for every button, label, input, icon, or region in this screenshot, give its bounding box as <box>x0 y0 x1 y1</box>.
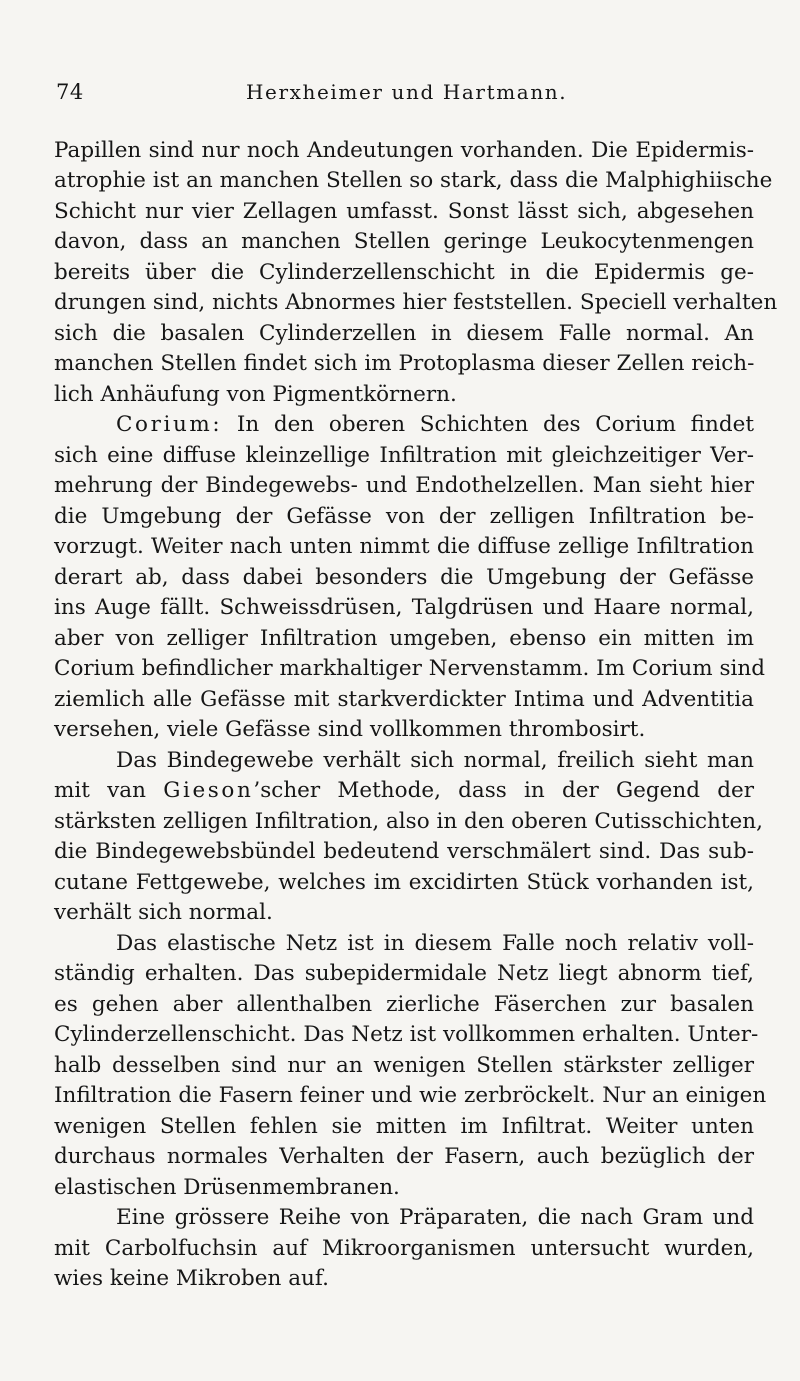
gieson-suffix: ’scher <box>253 778 321 803</box>
text-line: die Umgebung der Gefässe von der zelligen Infiltration be- <box>54 504 754 529</box>
text-line: cutane Fettgewebe, welches im excidirten Stück vorhanden ist, <box>54 870 754 895</box>
text-line: Das elastische Netz ist in diesem Falle noch relativ voll- <box>116 931 754 956</box>
text-line: Schicht nur vier Zellagen umfasst. Sonst lässt sich, abgesehen <box>54 199 754 224</box>
text-line-corium <box>54 410 754 440</box>
text-line: manchen Stellen findet sich im Protoplasma dieser Zellen reich- <box>54 351 755 376</box>
text-line: drungen sind, nichts Abnormes hier feststellen. Speciell verhalten <box>54 290 778 315</box>
text-line: davon, dass an manchen Stellen geringe Leukocytenmengen <box>54 229 754 254</box>
text-line: es gehen aber allenthalben zierliche Fäserchen zur basalen <box>54 992 754 1017</box>
text-line: die Bindegewebsbündel bedeutend verschmälert sind. Das sub- <box>54 839 754 864</box>
gieson-name: Gieson <box>163 778 254 803</box>
text-line: Cylinderzellenschicht. Das Netz ist vollkommen erhalten. Unter- <box>54 1022 759 1047</box>
page-header <box>56 80 756 112</box>
text-line: atrophie ist an manchen Stellen so stark, dass die Malphighiische <box>54 168 773 193</box>
text-line: durchaus normales Verhalten der Fasern, auch bezüglich der <box>54 1144 754 1169</box>
text-line: elastischen Drüsenmembranen. <box>54 1175 400 1200</box>
text-line: mit Carbolfuchsin auf Mikroorganismen untersucht wurden, <box>54 1236 754 1261</box>
text-line: Corium befindlicher markhaltiger Nervenstamm. Im Corium sind <box>54 656 766 681</box>
text-line: Infiltration die Fasern feiner und wie zerbröckelt. Nur an einigen <box>54 1083 767 1108</box>
text-line: wenigen Stellen fehlen sie mitten im Infiltrat. Weiter unten <box>54 1114 754 1139</box>
running-head: Herxheimer und Hartmann. <box>246 80 568 104</box>
text-line: ins Auge fällt. Schweissdrüsen, Talgdrüsen und Haare normal, <box>54 595 754 620</box>
text-line: lich Anhäufung von Pigmentkörnern. <box>54 382 457 407</box>
text-line: aber von zelliger Infiltration umgeben, ebenso ein mitten im <box>54 626 754 651</box>
text-line: wies keine Mikroben auf. <box>54 1266 329 1291</box>
text-line: ständig erhalten. Das subepidermidale Netz liegt abnorm tief, <box>54 961 754 986</box>
text-line-gieson <box>54 776 754 806</box>
corium-label: Corium: <box>116 412 223 437</box>
text-line: Das Bindegewebe verhält sich normal, freilich sieht man <box>116 748 754 773</box>
text-line: stärksten zelligen Infiltration, also in den oberen Cutisschichten, <box>54 809 763 834</box>
text-line: versehen, viele Gefässe sind vollkommen thrombosirt. <box>54 717 646 742</box>
text-line: mehrung der Bindegewebs- und Endothelzellen. Man sieht hier <box>54 473 754 498</box>
page-number: 74 <box>56 80 84 104</box>
text-line: halb desselben sind nur an wenigen Stellen stärkster zelliger <box>54 1053 754 1078</box>
text-line: Eine grössere Reihe von Präparaten, die nach Gram und <box>116 1205 754 1230</box>
text-line: ziemlich alle Gefässe mit starkverdickter Intima und Adventitia <box>54 687 754 712</box>
text-line: sich eine diffuse kleinzellige Infiltration mit gleichzeitiger Ver- <box>54 443 754 468</box>
text-line: vorzugt. Weiter nach unten nimmt die diffuse zellige Infiltration <box>54 534 754 559</box>
text-line: sich die basalen Cylinderzellen in diesem Falle normal. An <box>54 321 754 346</box>
text-line: verhält sich normal. <box>54 900 273 925</box>
text-line-rest: Methode, dass in der Gegend der <box>337 778 754 803</box>
text-line: bereits über die Cylinderzellenschicht in die Epidermis ge- <box>54 260 754 285</box>
text-line: Papillen sind nur noch Andeutungen vorhanden. Die Epidermis- <box>54 138 754 163</box>
van-prefix: mit van <box>54 778 146 803</box>
text-line: derart ab, dass dabei besonders die Umgebung der Gefässe <box>54 565 754 590</box>
text-line-rest: In den oberen Schichten des Corium findet <box>236 412 754 437</box>
